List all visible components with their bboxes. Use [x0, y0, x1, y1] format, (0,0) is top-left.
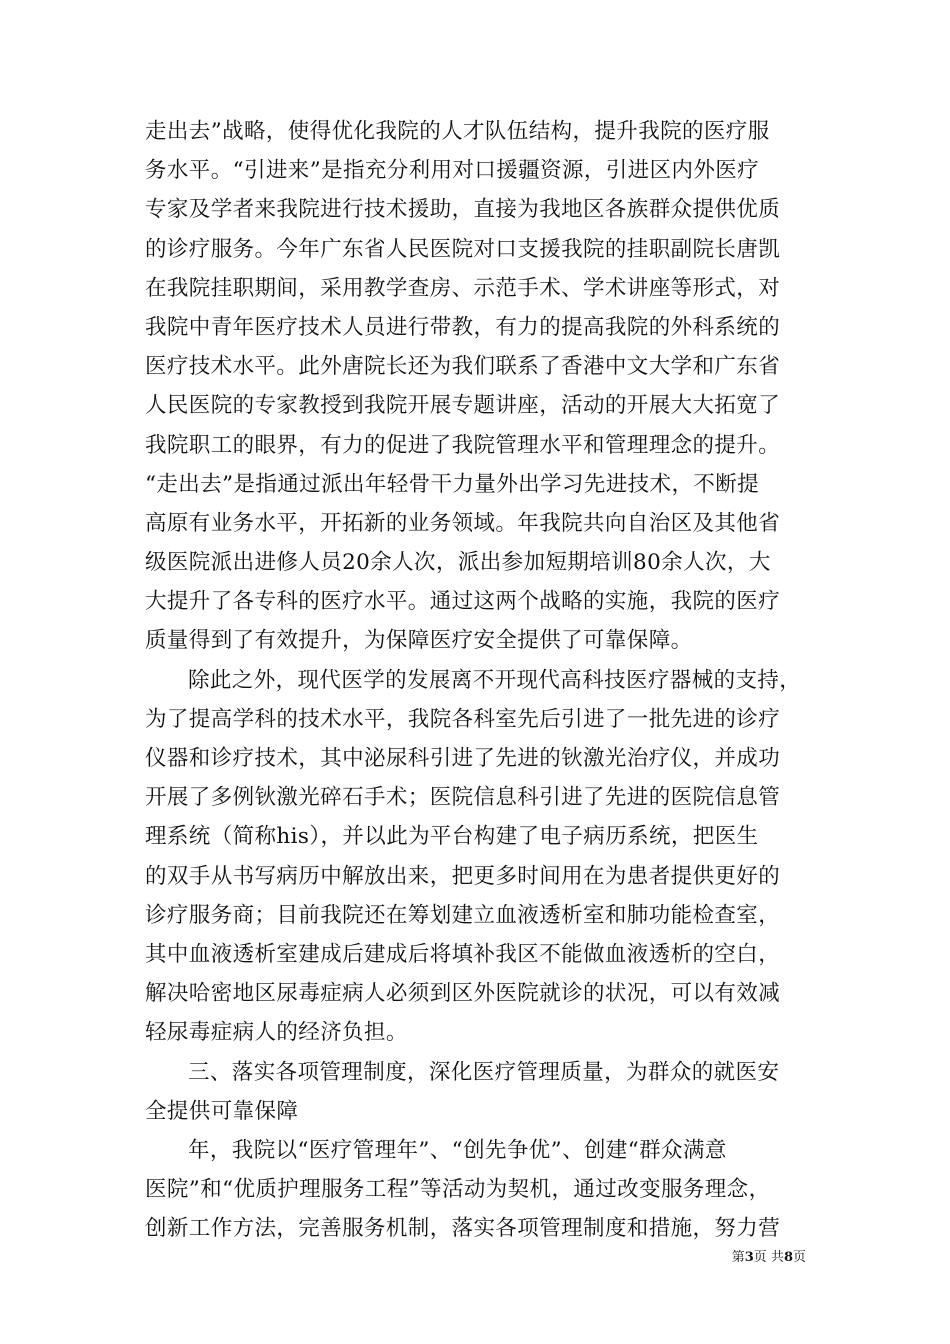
footer-middle: 页 共: [753, 1250, 784, 1265]
text-line: 除此之外，现代医学的发展离不开现代高科技医疗器械的支持，: [188, 667, 802, 693]
page-footer: [0, 1246, 806, 1265]
text-line: 全提供可靠保障: [145, 1098, 299, 1124]
text-line: 在我院挂职期间，采用教学查房、示范手术、学术讲座等形式，对: [145, 275, 781, 301]
text-line: 我院职工的眼界，有力的促进了我院管理水平和管理理念的提升。: [145, 432, 781, 458]
text-line: 开展了多例钬激光碎石手术；医院信息科引进了先进的医院信息管: [145, 785, 781, 811]
total-page-number: 8: [783, 1250, 793, 1265]
text-line: 高原有业务水平，开拓新的业务领域。年我院共向自治区及其他省: [145, 510, 781, 536]
text-line: 其中血液透析室建成后建成后将填补我区不能做血液透析的空白，: [145, 941, 781, 967]
text-line: 医院”和“优质护理服务工程”等活动为契机，通过改变服务理念，: [145, 1177, 771, 1203]
text-line: 为了提高学科的技术水平，我院各科室先后引进了一批先进的诊疗: [145, 706, 781, 732]
text-line: “走出去”是指通过派出年轻骨干力量外出学习先进技术，不断提: [145, 471, 760, 497]
text-line: 医疗技术水平。此外唐院长还为我们联系了香港中文大学和广东省: [145, 354, 781, 380]
text-line: 理系统（简称his），并以此为平台构建了电子病历系统，把医生: [145, 824, 759, 850]
text-line: 专家及学者来我院进行技术援助，直接为我地区各族群众提供优质: [145, 197, 781, 223]
footer-suffix: 页: [792, 1250, 806, 1265]
body-text: [145, 112, 825, 1248]
text-line: 诊疗服务商；目前我院还在筹划建立血液透析室和肺功能检查室，: [145, 902, 781, 928]
text-line: 的双手从书写病历中解放出来，把更多时间用在为患者提供更好的: [145, 863, 781, 889]
text-line: 三、落实各项管理制度，深化医疗管理质量，为群众的就医安: [188, 1059, 780, 1085]
text-line: 轻尿毒症病人的经济负担。: [145, 1020, 408, 1046]
text-line: 年，我院以“医疗管理年”、“创先争优”、创建“群众满意: [188, 1137, 727, 1163]
text-line: 解决哈密地区尿毒症病人必须到区外医院就诊的状况，可以有效减: [145, 981, 781, 1007]
current-page-number: 3: [744, 1250, 754, 1265]
text-line: 我院中青年医疗技术人员进行带教，有力的提高我院的外科系统的: [145, 314, 781, 340]
text-line: 人民医院的专家教授到我院开展专题讲座，活动的开展大大拓宽了: [145, 393, 781, 419]
text-line: 创新工作方法，完善服务机制，落实各项管理制度和措施，努力营: [145, 1216, 781, 1242]
text-line: 的诊疗服务。今年广东省人民医院对口支援我院的挂职副院长唐凯: [145, 236, 781, 262]
text-line: 务水平。“引进来”是指充分利用对口援疆资源，引进区内外医疗: [145, 158, 760, 184]
text-line: 质量得到了有效提升，为保障医疗安全提供了可靠保障。: [145, 628, 693, 654]
footer-prefix: 第: [731, 1250, 745, 1265]
text-line: 仪器和诊疗技术，其中泌尿科引进了先进的钬激光治疗仪，并成功: [145, 746, 781, 771]
text-line: 级医院派出进修人员20余人次，派出参加短期培训80余人次，大: [145, 550, 771, 576]
text-line: 走出去”战略，使得优化我院的人才队伍结构，提升我院的医疗服: [145, 119, 770, 144]
text-line: 大提升了各专科的医疗水平。通过这两个战略的实施，我院的医疗: [145, 589, 781, 615]
